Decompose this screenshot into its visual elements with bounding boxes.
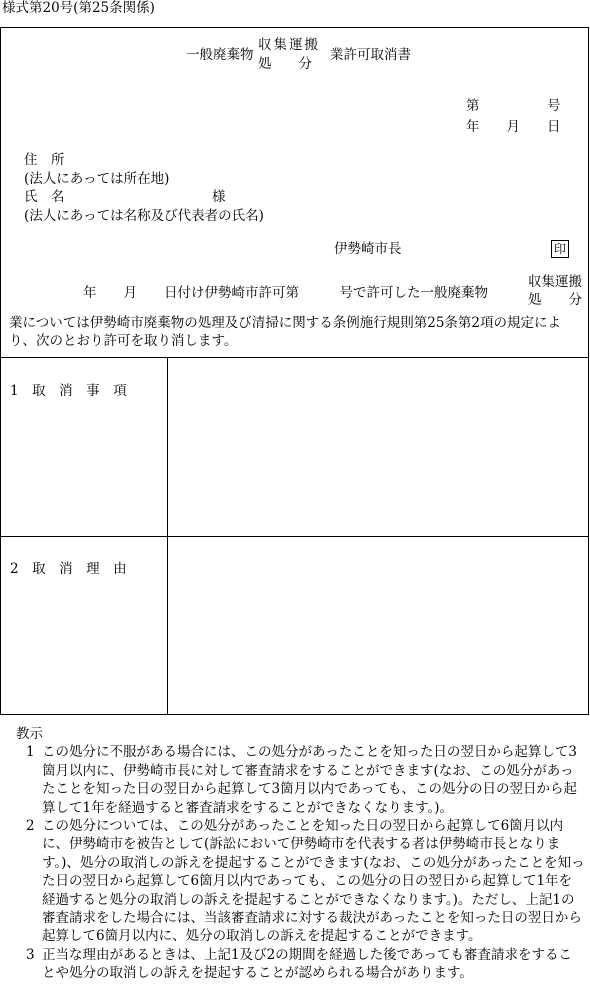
title-suffix: 業許可取消書 (330, 47, 411, 63)
note-number: 1 (26, 744, 35, 761)
note-number: 3 (26, 946, 35, 963)
note-item (10, 743, 585, 817)
row-divider (0, 536, 589, 537)
field-label-cancel-reason: 2 取 消 理 由 (10, 561, 127, 577)
title-type-bottom: 処 分 (258, 56, 312, 72)
title-type-top: 収集運搬 (258, 37, 320, 53)
honorific: 様 (212, 189, 226, 205)
row-divider (0, 357, 589, 358)
address-label: 住 所 (24, 152, 65, 168)
body-paragraph: 業については伊勢崎市廃棄物の処理及び清掃に関する条例施行規則第25条第2項の規定により、次のとおり許可を取り消します。 (9, 315, 561, 349)
notes-heading: 教示 (16, 726, 43, 742)
note-number: 2 (26, 818, 35, 835)
instruction-notes (10, 725, 585, 983)
note-text: この処分については、この処分があったことを知った日の翌日から起算して6箇月以内に、伊勢崎市を被告として(訴訟において伊勢崎市を代表する者は伊勢崎市長となります。)、処分の取消しの訴えを提起することができます(なお、この処分があったことを知った日の翌日から起算して6箇月以内であっても、この処分の日の翌日から起算して1年を経過すると処分の取消しの訴えを提起することができなくなります。)。ただし、上記1の審査請求をした場合には、当該審査請求に対する裁決があったことを知った日の翌日から起算して6箇月以内に、処分の取消しの訴えを提起することができます。 (42, 818, 585, 945)
body-type-top: 収集運搬 (528, 274, 582, 290)
name-label: 氏 名 (24, 189, 65, 205)
document-number: 第 号 (466, 98, 561, 114)
name-note: (法人にあっては名称及び代表者の氏名) (24, 208, 264, 224)
address-note: (法人にあっては所在地) (24, 171, 170, 187)
note-text: この処分に不服がある場合には、この処分があったことを知った日の翌日から起算して3箇月以内に、伊勢崎市長に対して審査請求をすることができます(なお、この処分があったことを知った日の翌日から起算して3箇月以内であっても、この処分の日の翌日から起算して1年を経過すると審査請求をすることができなくなります。)。 (42, 744, 577, 816)
title-prefix: 一般廃棄物 (186, 47, 254, 63)
note-item (10, 817, 585, 946)
body-type-bottom: 処 分 (528, 292, 582, 308)
column-divider (167, 357, 168, 715)
document-date: 年 月 日 (466, 119, 561, 135)
form-id: 様式第20号(第25条関係) (2, 0, 155, 16)
issuer-name: 伊勢崎市長 (334, 241, 402, 257)
field-label-cancel-items: 1 取 消 事 項 (10, 383, 127, 399)
note-item (10, 946, 585, 983)
seal-mark: 印 (551, 240, 569, 258)
note-text: 正当な理由があるときは、上記1及び2の期間を経過した後であっても審査請求をすることや処分の取消しの訴えを提起することが認められる場合があります。 (42, 946, 573, 982)
body-line1: 年 月 日付け伊勢崎市許可第 号で許可した一般廃棄物 (83, 285, 488, 301)
